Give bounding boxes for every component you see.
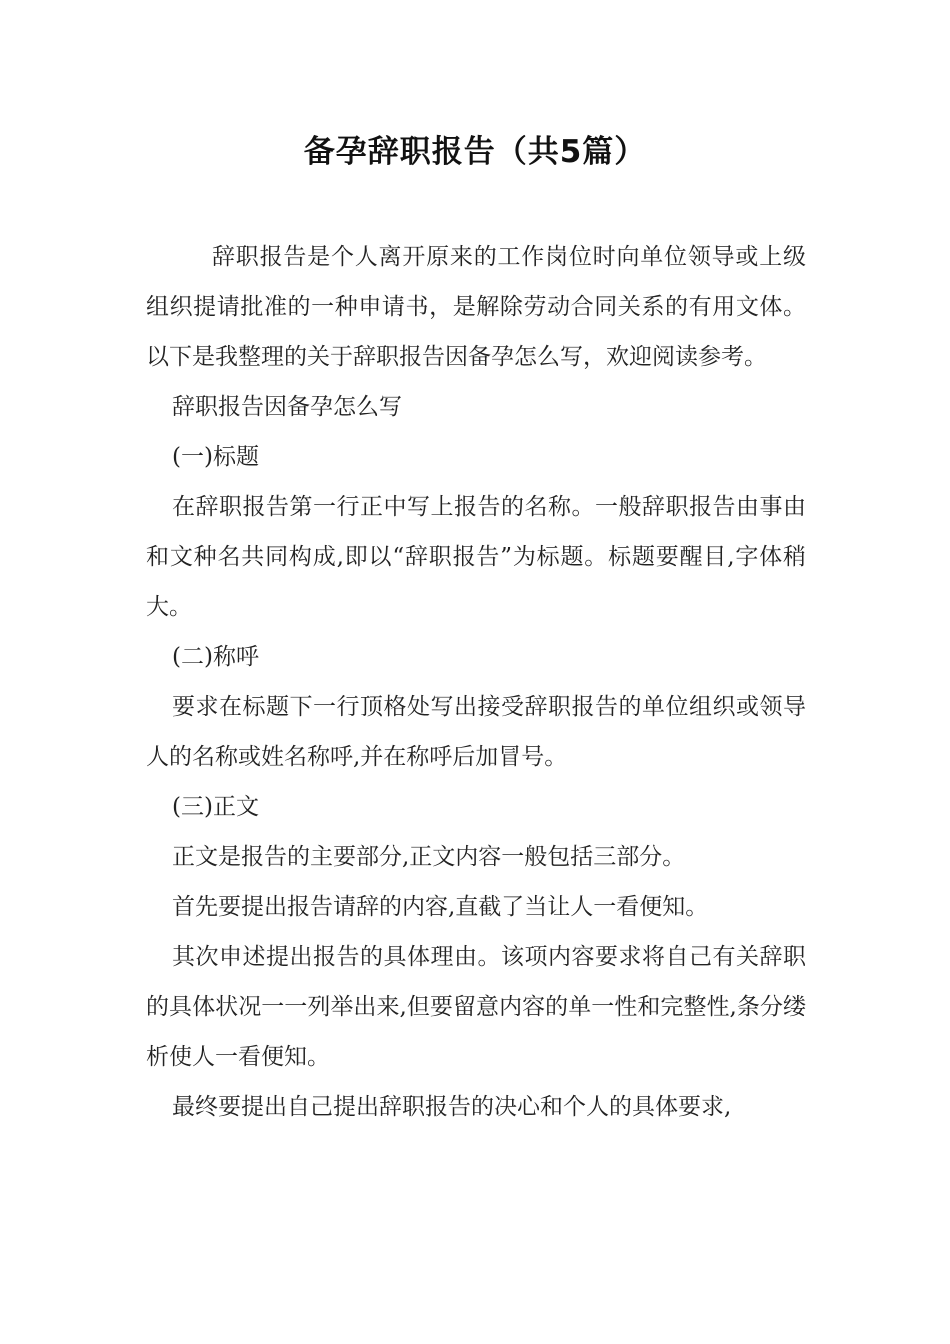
subheading-body: (三)正文: [172, 794, 259, 820]
paragraph-title-description: 在辞职报告第一行正中写上报告的名称。一般辞职报告由事由和文种名共同构成,即以“辞职报告”为标题。标题要醒目,字体稍大。: [146, 494, 806, 620]
paragraph-body-first: 首先要提出报告请辞的内容,直截了当让人一看便知。: [172, 894, 709, 920]
document-body: [146, 232, 806, 1132]
document-title: 备孕辞职报告（共5篇）: [303, 134, 647, 170]
paragraph-body-second: 其次申述提出报告的具体理由。该项内容要求将自己有关辞职的具体状况一一列举出来,但要留意内容的单一性和完整性,条分缕析使人一看便知。: [146, 944, 806, 1070]
paragraph-body-overview: 正文是报告的主要部分,正文内容一般包括三部分。: [172, 844, 686, 870]
paragraph-salutation-description: 要求在标题下一行顶格处写出接受辞职报告的单位组织或领导人的名称或姓名称呼,并在称呼后加冒号。: [146, 694, 806, 770]
subheading-title: (一)标题: [172, 444, 259, 470]
intro-paragraph: 辞职报告是个人离开原来的工作岗位时向单位领导或上级组织提请批准的一种申请书，是解除劳动合同关系的有用文体。以下是我整理的关于辞职报告因备孕怎么写，欢迎阅读参考。: [146, 244, 806, 370]
subheading-salutation: (二)称呼: [172, 644, 259, 670]
section-heading: 辞职报告因备孕怎么写: [172, 394, 402, 420]
paragraph-body-final: 最终要提出自己提出辞职报告的决心和个人的具体要求,: [172, 1094, 732, 1120]
